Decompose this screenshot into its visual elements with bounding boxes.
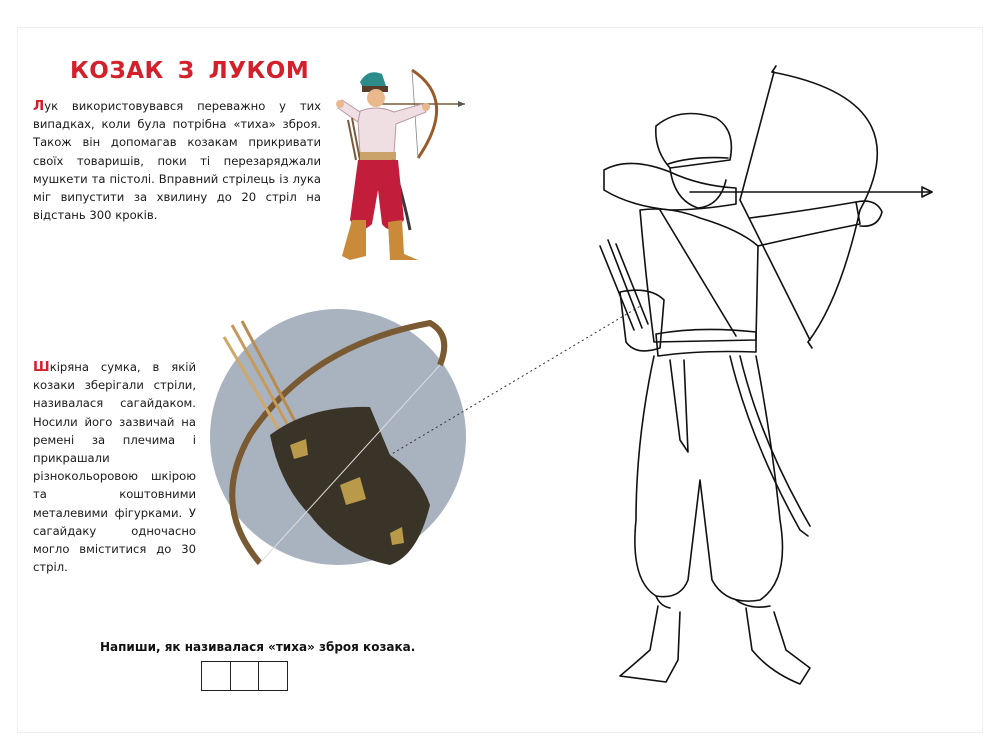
quiver-description (33, 358, 196, 576)
answer-boxes (202, 661, 288, 691)
coloring-cossack-outline (560, 60, 960, 700)
answer-box-3[interactable] (258, 661, 288, 691)
bow-description (33, 97, 321, 224)
drop-cap: Ш (33, 359, 50, 375)
quiver-description-text: кіряна сумка, в якій козаки зберігали стріли, називалася сагайдаком. Носили його зазвичай на ремені за плечима і прикрашали різнокольоровою шкірою та коштовними металевими фігурками. У сагайдаку одночасно могло вміститися до 30 стріл. (33, 360, 196, 575)
answer-box-1[interactable] (201, 661, 231, 691)
title-word-2: З (177, 58, 195, 84)
answer-box-2[interactable] (230, 661, 260, 691)
title-word-1: КОЗАК (70, 58, 164, 84)
title-word-3: ЛУКОМ (208, 58, 310, 84)
colored-cossack-illustration (330, 60, 470, 280)
drop-cap: Л (33, 98, 45, 114)
bow-description-text: ук використовувався переважно у тих випадках, коли була потрібна «тиха» зброя. Також він допомагав козакам прикривати своїх товаришів, поки ті перезаряджали мушкети та пістолі. Вправний стрілець із лука міг випустити за хвилину до 20 стріл на відстань 300 кроків. (33, 99, 321, 223)
page-title (70, 58, 309, 84)
exercise-question: Напиши, як називалася «тиха» зброя козака. (100, 640, 416, 654)
